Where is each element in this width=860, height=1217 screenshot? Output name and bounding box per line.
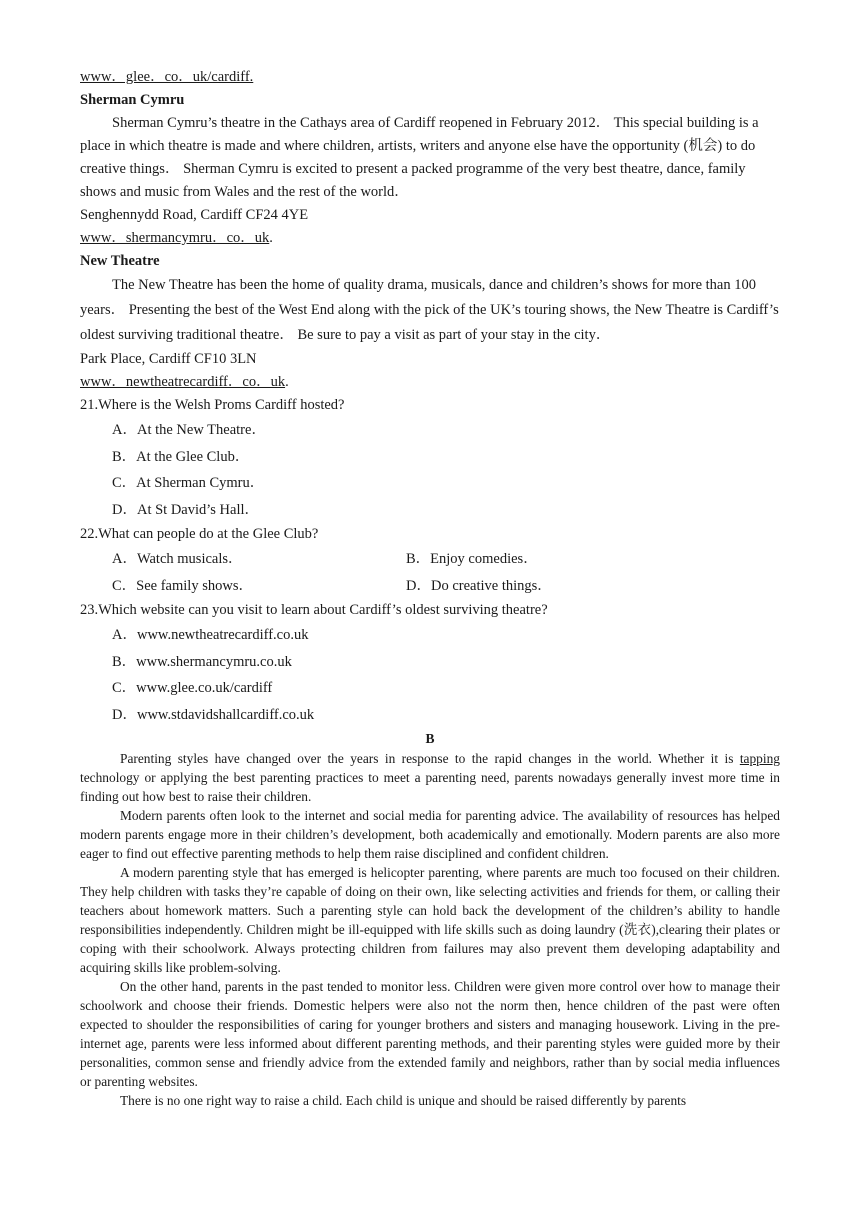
- q22-options-row-2: [80, 573, 780, 600]
- sherman-website-end: .: [269, 230, 273, 246]
- section-b-paragraph-5: There is no one right way to raise a child. Each child is unique and should be raised differently by parents: [120, 1093, 687, 1108]
- section-b-paragraph-1: [80, 749, 780, 806]
- q23-option-c: C．www.glee.co.uk/cardiff: [112, 680, 273, 696]
- newtheatre-website-line: [80, 371, 780, 394]
- q23-stem: 23.Which website can you visit to learn about Cardiff’s oldest surviving theatre?: [80, 602, 548, 618]
- section-b-title: B: [425, 731, 435, 746]
- p1-rest: technology or applying the best parenting practices to meet a parenting need, parents nowadays generally invest more time in finding out how best to raise their children.: [80, 770, 780, 804]
- q22-option-d: D．Do creative things．: [406, 577, 552, 594]
- sherman-website: www．shermancymru．co．uk: [80, 230, 270, 246]
- section-b-paragraph-3: A modern parenting style that has emerged is helicopter parenting, where parents are much too focused on their children. They help children with tasks they’re capable of doing on their own, like selecting activities and friends for them, or calling their teachers about homework matters. Such a parenting style can hold back the development of the children’s ability to handle responsibilities independently. Children might be ill-equipped with life skills such as doing laundry (洗衣),clearing their plates or coping with their schoolwork. Always protecting children from failures may also prevent them developing adaptability and acquiring skills like problem-solving.: [80, 865, 780, 975]
- glee-website: www．glee．co．uk/cardiff.: [80, 69, 254, 85]
- newtheatre-title: New Theatre: [80, 253, 160, 269]
- q21-option-c: C．At Sherman Cymru．: [112, 475, 265, 491]
- q22-options-row-1: [80, 546, 780, 573]
- q23-option-b: B．www.shermancymru.co.uk: [112, 653, 292, 670]
- sherman-title: Sherman Cymru: [80, 92, 185, 108]
- q21-option-b: B．At the Glee Club．: [112, 448, 250, 465]
- p1-lead: Parenting styles have changed over the years in response to the rapid changes in the world. Whether it is: [120, 751, 734, 766]
- q22-option-a: A．Watch musicals．: [112, 551, 243, 567]
- q23-option-a: A．www.newtheatrecardiff.co.uk: [112, 627, 309, 643]
- exam-page: [80, 66, 780, 1110]
- sherman-address: Senghennydd Road, Cardiff CF24 4YE: [80, 207, 309, 223]
- newtheatre-website-end: .: [285, 374, 289, 390]
- sherman-body: Sherman Cymru’s theatre in the Cathays area of Cardiff reopened in February 2012． This special building is a place in which theatre is made and where children, artists, writers and anyone else have the opportunity (机会) to do creative things． Sherman Cymru is excited to present a packed programme of the very best theatre, dance, family shows and music from Wales and the rest of the world．: [80, 115, 759, 200]
- q22-stem: 22.What can people do at the Glee Club?: [80, 526, 319, 542]
- section-b-paragraph-4: On the other hand, parents in the past tended to monitor less. Children were given more control over how to manage their schoolwork and choose their friends. Domestic helpers were also not the norm then, hence children of the past were often expected to shoulder the responsibilities of caring for younger brothers and sisters and managing housework. Living in the pre-internet age, parents were less informed about different parenting methods, and their parenting styles were guided more by their personalities, common sense and friendly advice from the extended family and neighbors, rather than by social media influences or parenting websites.: [80, 979, 780, 1089]
- section-b-paragraph-2: Modern parents often look to the internet and social media for parenting advice. The availability of resources has helped modern parents engage more in their children’s development, both academically and emotionally. Modern parents are also more eager to find out effective parenting methods to help them raise disciplined and confident children.: [80, 808, 780, 861]
- q23-option-d: D．www.stdavidshallcardiff.co.uk: [112, 706, 315, 723]
- q22-option-b: B．Enjoy comedies．: [406, 551, 538, 567]
- p1-underlined-word: tapping: [739, 751, 780, 766]
- q21-stem: 21.Where is the Welsh Proms Cardiff hosted?: [80, 397, 345, 413]
- newtheatre-address: Park Place, Cardiff CF10 3LN: [80, 351, 257, 367]
- q21-option-a: A．At the New Theatre．: [112, 422, 266, 438]
- newtheatre-body: The New Theatre has been the home of quality drama, musicals, dance and children’s shows for more than 100 years． Presenting the best of the West End along with the pick of the UK’s touring shows, the New Theatre is Cardiff’s oldest surviving traditional theatre． Be sure to pay a visit as part of your stay in the city．: [80, 277, 779, 343]
- q22-option-c: C．See family shows．: [112, 577, 253, 594]
- q21-option-d: D．At St David’s Hall．: [112, 501, 260, 518]
- sherman-website-line: [80, 227, 780, 250]
- newtheatre-website: www．newtheatrecardiff．co．uk: [80, 374, 286, 390]
